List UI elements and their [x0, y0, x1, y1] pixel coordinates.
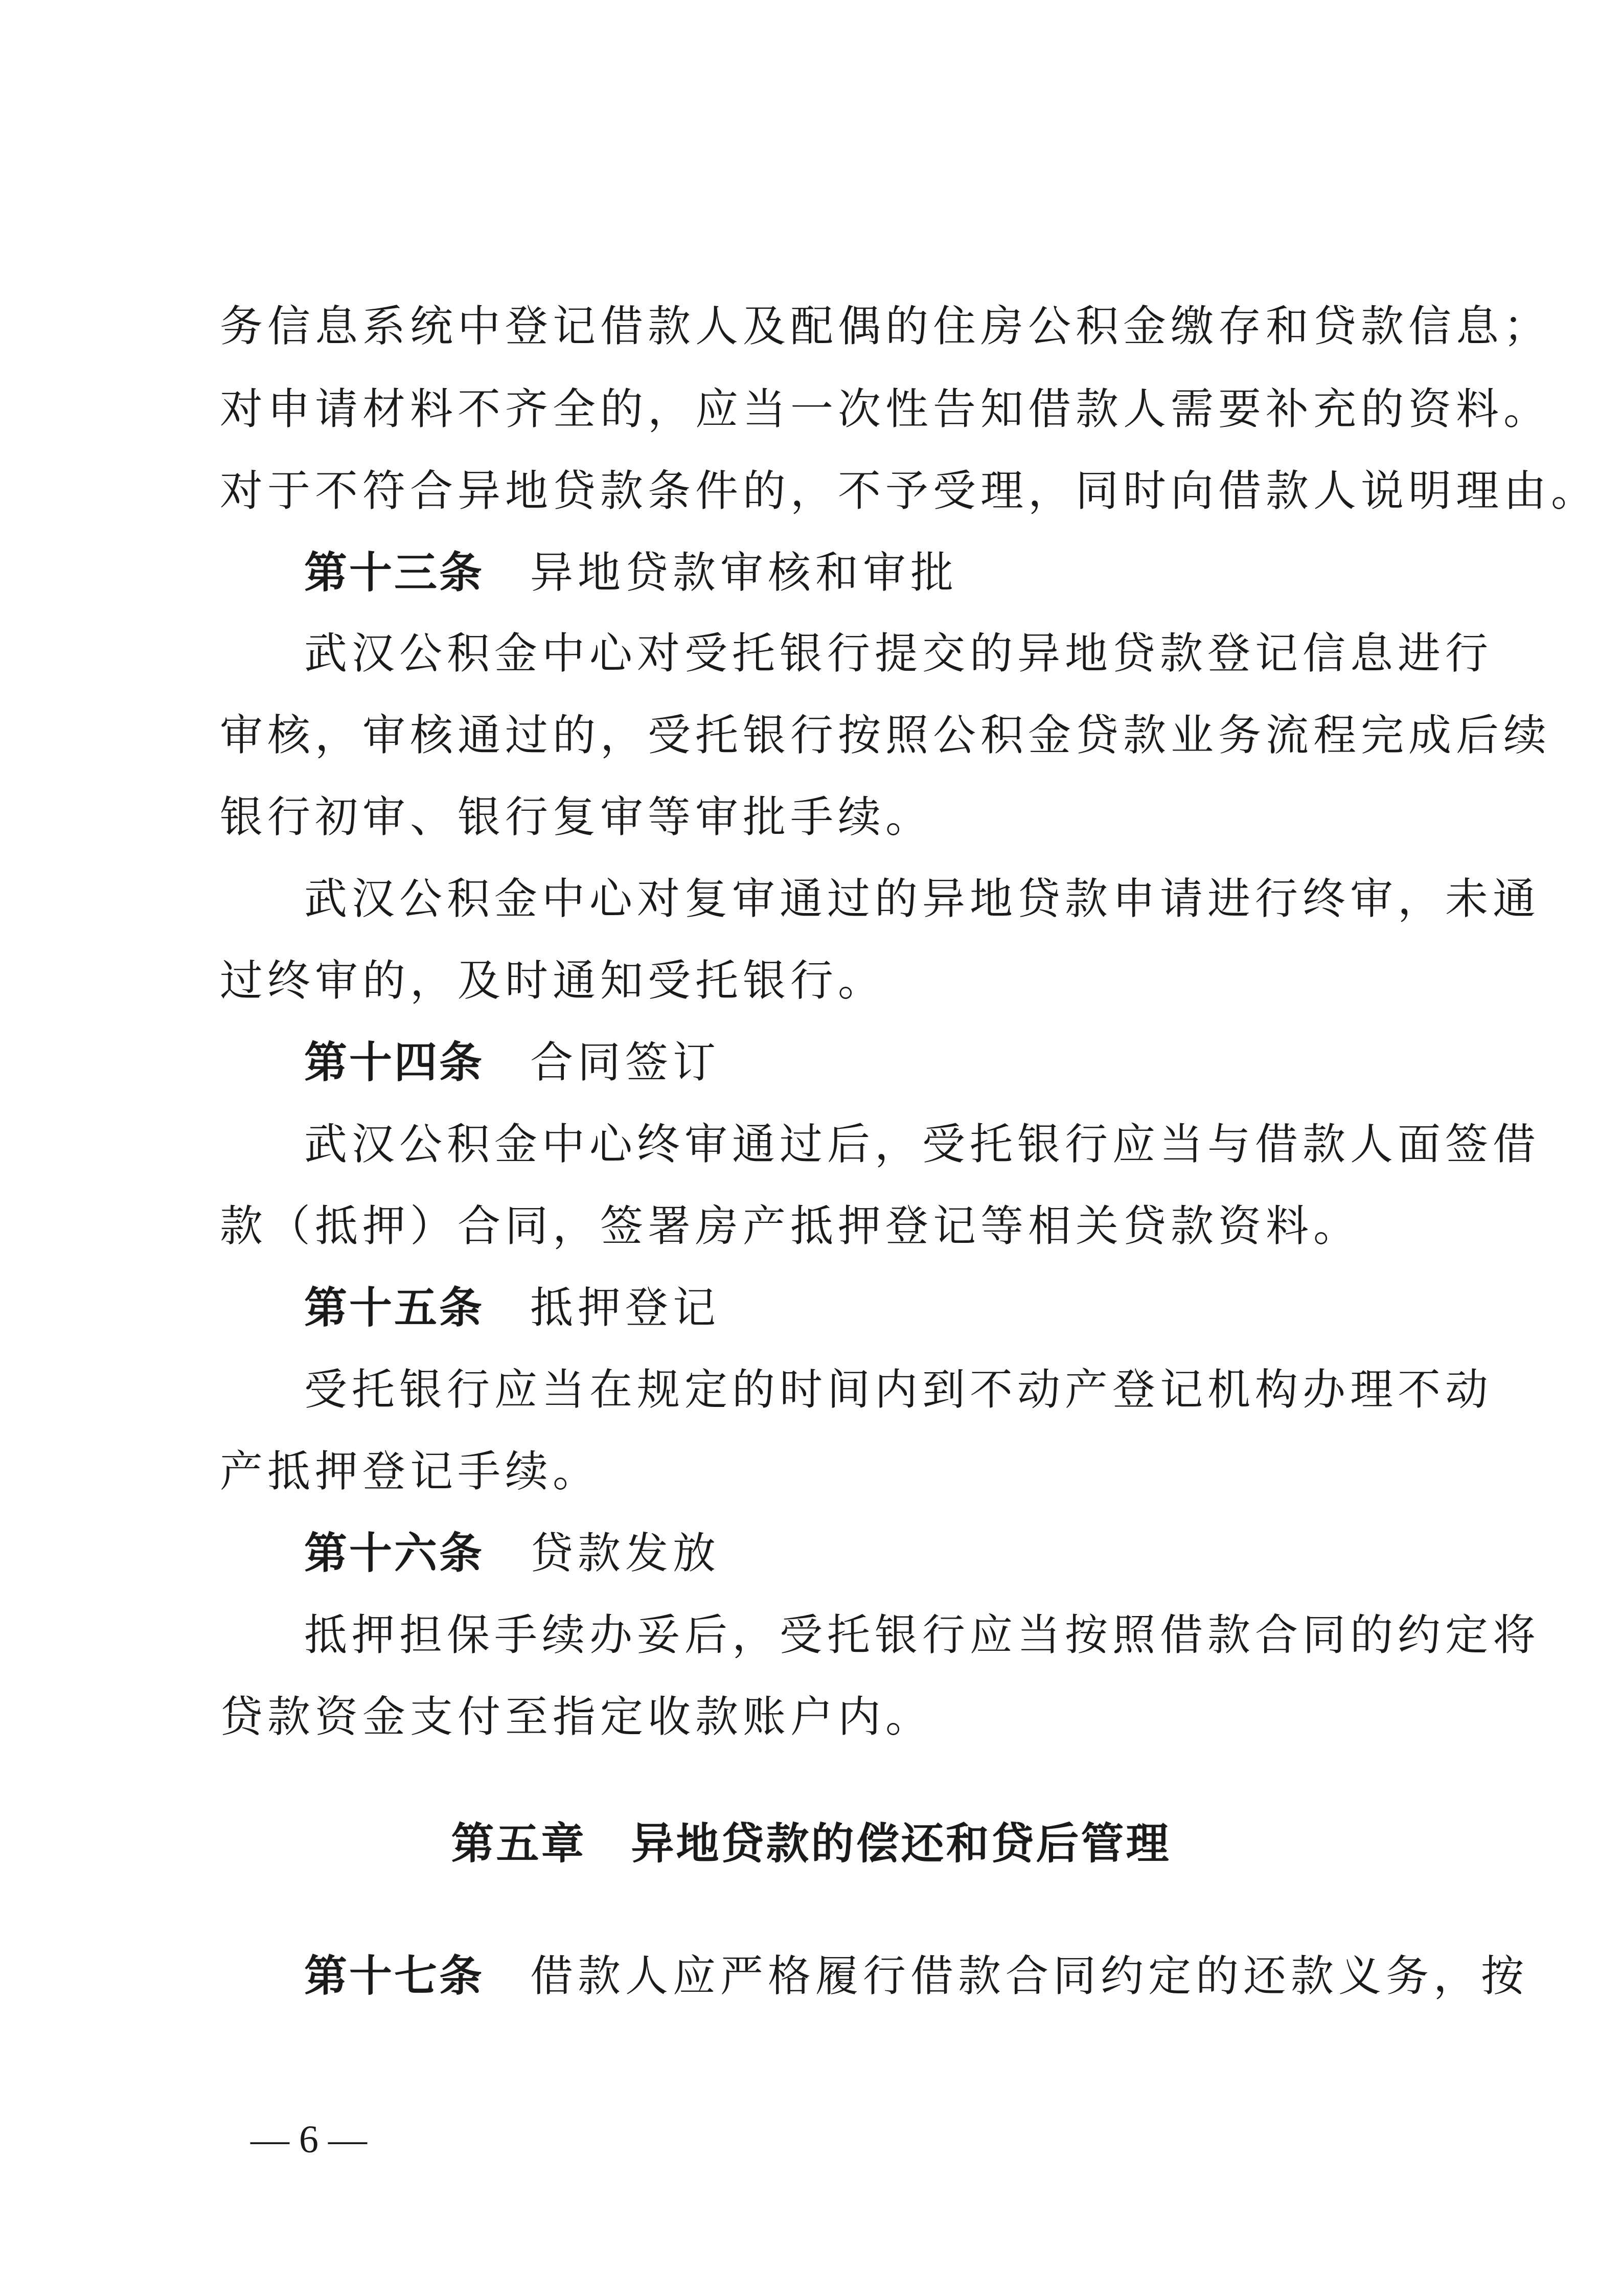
paragraph-line: 过终审的，及时通知受托银行。	[220, 956, 886, 1006]
paragraph-line: 武汉公积金中心对复审通过的异地贷款申请进行终审，未通	[304, 874, 1541, 924]
article-text: 借款人应严格履行借款合同约定的还款义务，按	[530, 1951, 1529, 2001]
paragraph-line: 武汉公积金中心终审通过后，受托银行应当与借款人面签借	[304, 1119, 1541, 1169]
article-title: 异地贷款审核和审批	[530, 548, 958, 598]
article-heading	[304, 1282, 1416, 1333]
paragraph-line: 抵押担保手续办妥后，受托银行应当按照借款合同的约定将	[304, 1610, 1541, 1660]
article-title: 合同签订	[530, 1037, 721, 1087]
text-line: 务信息系统中登记借款人及配偶的住房公积金缴存和贷款信息；	[220, 301, 1551, 351]
paragraph-line: 武汉公积金中心对受托银行提交的异地贷款登记信息进行	[304, 628, 1493, 678]
article-heading	[304, 1037, 1416, 1088]
article-label: 第十五条	[304, 1283, 485, 1333]
paragraph-line: 款（抵押）合同，签署房产抵押登记等相关贷款资料。	[220, 1201, 1361, 1251]
article-heading	[304, 1528, 1416, 1579]
paragraph-line: 银行初审、银行复审等审批手续。	[220, 792, 933, 842]
text-line: 对于不符合异地贷款条件的，不予受理，同时向借款人说明理由。	[220, 466, 1599, 516]
paragraph-line: 贷款资金支付至指定收款账户内。	[220, 1692, 933, 1742]
article-title: 抵押登记	[530, 1283, 721, 1333]
text-line: 对申请材料不齐全的，应当一次性告知借款人需要补充的资料。	[220, 384, 1551, 434]
article-heading	[304, 1950, 1529, 2002]
paragraph-line: 受托银行应当在规定的时间内到不动产登记机构办理不动	[304, 1365, 1493, 1415]
article-title: 贷款发放	[530, 1528, 721, 1578]
article-label: 第十四条	[304, 1037, 485, 1087]
article-heading	[304, 547, 1416, 598]
paragraph-line: 产抵押登记手续。	[220, 1446, 601, 1496]
article-label: 第十七条	[304, 1951, 485, 2001]
article-label: 第十三条	[304, 548, 485, 598]
page-number: — 6 —	[250, 2118, 367, 2161]
paragraph-line: 审核，审核通过的，受托银行按照公积金贷款业务流程完成后续	[220, 710, 1551, 760]
article-label: 第十六条	[304, 1528, 485, 1578]
chapter-heading: 第五章 异地贷款的偿还和贷后管理	[451, 1818, 1171, 1869]
